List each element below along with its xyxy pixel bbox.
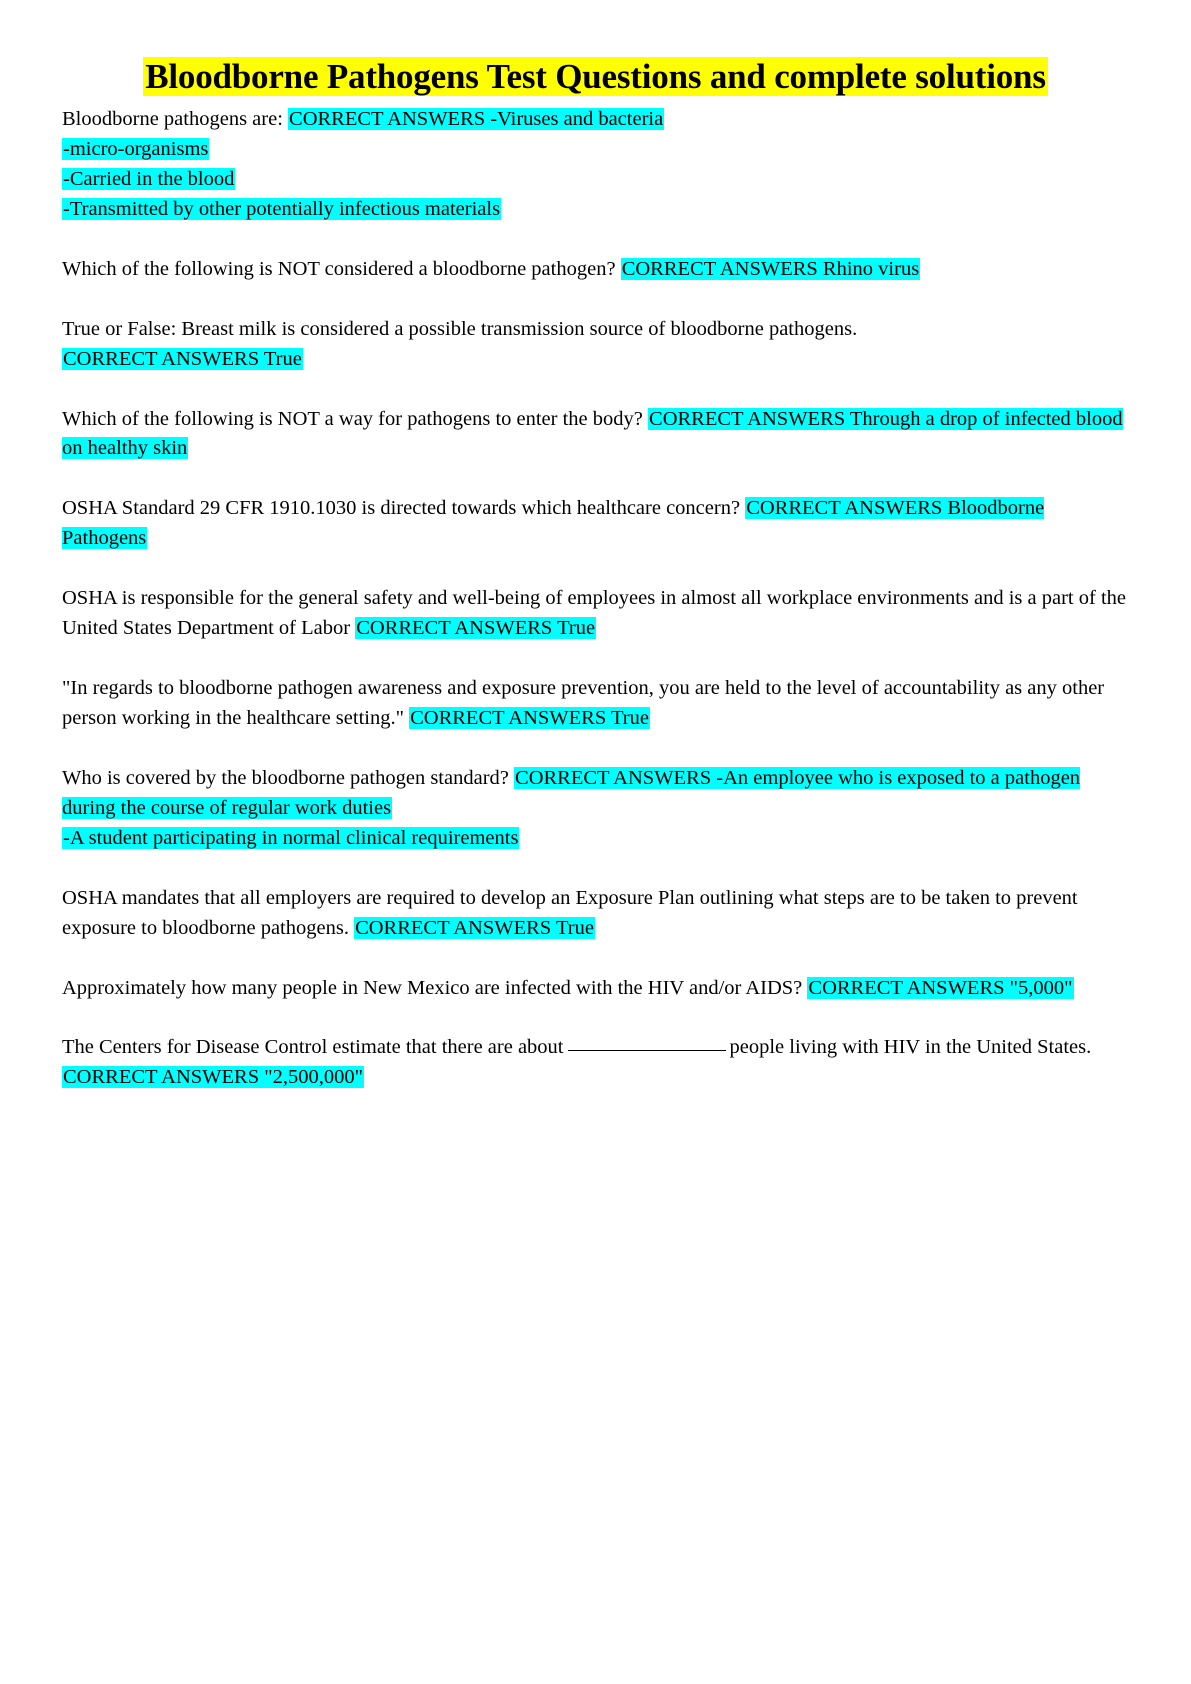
answer-text: CORRECT ANSWERS -An employee who is exposed to a pathogen during the course of regular work duties	[62, 766, 1081, 819]
question-text-part-2: people living with HIV in the United States.	[729, 1036, 1092, 1059]
question-text: Approximately how many people in New Mexico are infected with the HIV and/or AIDS?	[62, 976, 803, 999]
question-text: Who is covered by the bloodborne pathogen standard?	[62, 766, 509, 789]
question-text-part-1: The Centers for Disease Control estimate that there are about	[62, 1036, 564, 1059]
page-title	[62, 55, 1129, 99]
question-text: OSHA mandates that all employers are required to develop an Exposure Plan outlining what steps are to be taken to prevent exposure to bloodborne pathogens.	[62, 886, 1078, 939]
question-text: "In regards to bloodborne pathogen awareness and exposure prevention, you are held to the level of accountability as any other person working in the healthcare setting."	[62, 677, 1105, 729]
question-text: OSHA Standard 29 CFR 1910.1030 is directed towards which healthcare concern?	[62, 497, 741, 520]
qa-item	[62, 315, 1129, 375]
answer-text: -Transmitted by other potentially infectious materials	[63, 197, 501, 220]
qa-item	[62, 674, 1129, 734]
page-title-text: Bloodborne Pathogens Test Questions and complete solutions	[145, 57, 1046, 96]
answer-text: CORRECT ANSWERS "5,000"	[808, 976, 1073, 999]
question-text: Which of the following is NOT considered a bloodborne pathogen?	[62, 257, 616, 280]
qa-item	[62, 974, 1129, 1004]
question-text: True or False: Breast milk is considered a possible transmission source of bloodborne pathogens.	[62, 317, 858, 340]
qa-item	[62, 884, 1129, 944]
qa-item	[62, 1033, 1129, 1093]
answer-text: CORRECT ANSWERS True	[410, 707, 649, 729]
answer-text: CORRECT ANSWERS True	[356, 617, 596, 640]
qa-item	[62, 494, 1129, 554]
answer-text: CORRECT ANSWERS True	[355, 916, 594, 939]
answer-text: CORRECT ANSWERS -Viruses and bacteria	[289, 108, 664, 131]
fill-in-blank	[568, 1050, 726, 1051]
question-text: Bloodborne pathogens are:	[62, 108, 283, 131]
qa-item	[62, 584, 1129, 644]
answer-text: CORRECT ANSWERS Bloodborne Pathogens	[62, 497, 1045, 550]
answer-text: CORRECT ANSWERS True	[63, 347, 302, 370]
question-text: OSHA is responsible for the general safety and well-being of employees in almost all workplace environments and is a part of the United States Department of Labor	[62, 587, 1126, 640]
answer-text: -Carried in the blood	[63, 167, 235, 190]
qa-item	[62, 255, 1129, 285]
answer-text: CORRECT ANSWERS "2,500,000"	[63, 1066, 363, 1089]
answer-text: CORRECT ANSWERS Rhino virus	[621, 257, 920, 280]
question-text: Which of the following is NOT a way for pathogens to enter the body?	[62, 407, 643, 430]
qa-item	[62, 405, 1129, 465]
answer-text: -A student participating in normal clinical requirements	[63, 826, 519, 849]
answer-text: CORRECT ANSWERS Through a drop of infected blood on healthy skin	[62, 407, 1123, 460]
qa-item	[62, 105, 1129, 225]
answer-text: -micro-organisms	[63, 138, 209, 161]
qa-item	[62, 764, 1129, 854]
